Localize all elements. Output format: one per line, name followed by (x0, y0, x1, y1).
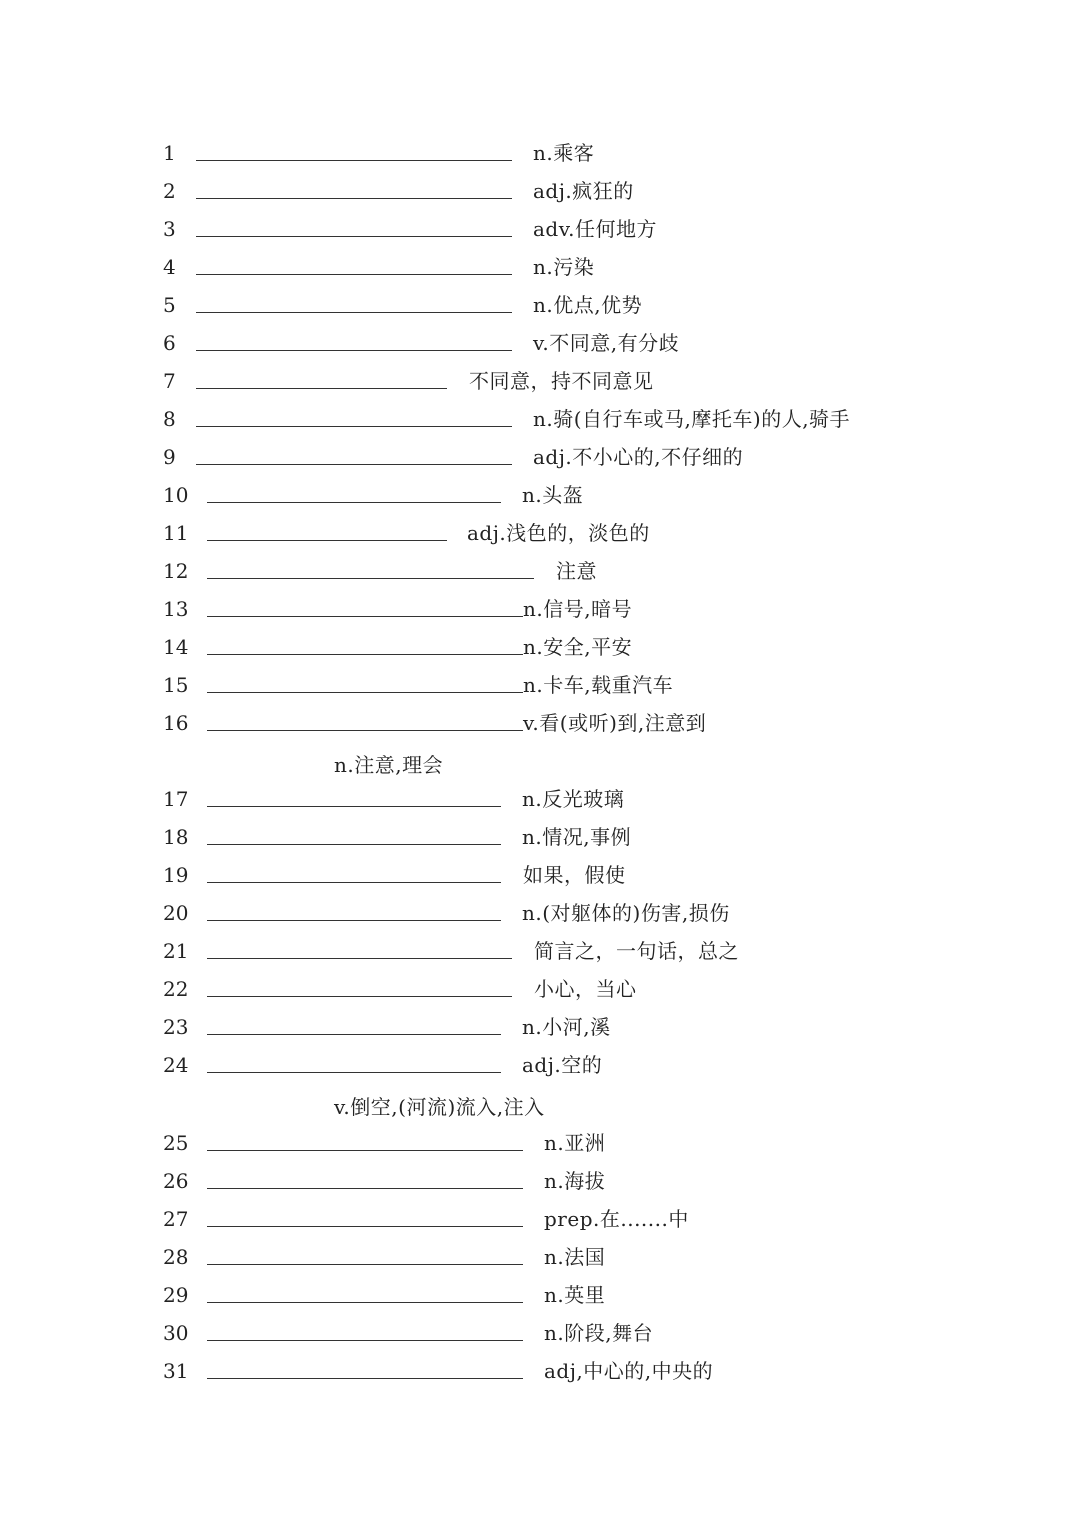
vocab-row-9 (0, 440, 1080, 478)
item-definition: n.安全,平安 (523, 635, 633, 659)
item-number: 21 (163, 939, 189, 963)
answer-blank (196, 388, 447, 389)
answer-blank (196, 274, 512, 275)
item-definition: 如果，假使 (523, 863, 626, 887)
item-number: 29 (163, 1283, 189, 1307)
item-definition: adj.疯狂的 (533, 179, 634, 203)
vocab-row-3 (0, 212, 1080, 250)
item-number: 30 (163, 1321, 189, 1345)
item-number: 8 (163, 407, 176, 431)
vocab-row-14 (0, 630, 1080, 668)
vocab-row-15 (0, 668, 1080, 706)
answer-blank (207, 1072, 501, 1073)
vocab-row-23 (0, 1010, 1080, 1048)
item-definition: prep.在.......中 (544, 1207, 689, 1231)
item-definition: n.卡车,载重汽车 (523, 673, 674, 697)
answer-blank (207, 1150, 523, 1151)
vocab-row-16 (0, 706, 1080, 744)
item-number: 26 (163, 1169, 189, 1193)
vocab-row-11 (0, 516, 1080, 554)
item-definition: n.阶段,舞台 (544, 1321, 654, 1345)
vocab-row-24 (0, 1048, 1080, 1086)
answer-blank (207, 1226, 523, 1227)
item-number: 3 (163, 217, 176, 241)
answer-blank (196, 350, 512, 351)
answer-blank (207, 920, 501, 921)
vocab-row-27 (0, 1202, 1080, 1240)
answer-blank (207, 958, 512, 959)
vocab-row-19 (0, 858, 1080, 896)
answer-blank (207, 578, 534, 579)
item-definition: n.反光玻璃 (522, 787, 625, 811)
item-number: 16 (163, 711, 189, 735)
vocab-row-31 (0, 1354, 1080, 1392)
vocab-row-12 (0, 554, 1080, 592)
item-definition: n.英里 (544, 1283, 606, 1307)
vocab-row-10 (0, 478, 1080, 516)
answer-blank (196, 312, 512, 313)
item-number: 18 (163, 825, 189, 849)
item-number: 25 (163, 1131, 189, 1155)
item-definition: 小心，当心 (534, 977, 637, 1001)
item-number: 28 (163, 1245, 189, 1269)
item-definition: adj,中心的,中央的 (544, 1359, 714, 1383)
vocab-row-21 (0, 934, 1080, 972)
answer-blank (207, 730, 523, 731)
item-number: 19 (163, 863, 189, 887)
vocab-row-4 (0, 250, 1080, 288)
item-definition: n.头盔 (522, 483, 584, 507)
item-number: 27 (163, 1207, 189, 1231)
answer-blank (207, 806, 501, 807)
vocab-row-17 (0, 782, 1080, 820)
vocab-row-20 (0, 896, 1080, 934)
item-definition: n.乘客 (533, 141, 595, 165)
answer-blank (207, 692, 523, 693)
answer-blank (207, 844, 501, 845)
vocab-row-22 (0, 972, 1080, 1010)
item-number: 23 (163, 1015, 189, 1039)
item-number: 11 (163, 521, 189, 545)
item-definition: n.优点,优势 (533, 293, 643, 317)
answer-blank (196, 464, 512, 465)
item-number: 6 (163, 331, 176, 355)
vocab-row-8 (0, 402, 1080, 440)
vocab-row-28 (0, 1240, 1080, 1278)
item-number: 20 (163, 901, 189, 925)
item-definition: n.法国 (544, 1245, 606, 1269)
continuation-definition-16: n.注意,理会 (334, 753, 444, 777)
answer-blank (207, 996, 512, 997)
item-number: 22 (163, 977, 189, 1001)
item-definition: 注意 (556, 559, 597, 583)
item-definition: v.不同意,有分歧 (533, 331, 680, 355)
item-definition: v.看(或听)到,注意到 (523, 711, 707, 735)
item-number: 13 (163, 597, 189, 621)
item-definition: n.(对躯体的)伤害,损伤 (522, 901, 730, 925)
vocab-row-29 (0, 1278, 1080, 1316)
answer-blank (196, 426, 512, 427)
answer-blank (196, 236, 512, 237)
answer-blank (207, 502, 501, 503)
item-number: 15 (163, 673, 189, 697)
item-definition: n.骑(自行车或马,摩托车)的人,骑手 (533, 407, 851, 431)
item-definition: n.情况,事例 (522, 825, 632, 849)
answer-blank (196, 160, 512, 161)
item-definition: adj.浅色的，淡色的 (467, 521, 650, 545)
answer-blank (207, 1378, 523, 1379)
item-number: 5 (163, 293, 176, 317)
vocab-row-2 (0, 174, 1080, 212)
continuation-definition-24: v.倒空,(河流)流入,注入 (334, 1095, 545, 1119)
vocab-row-26 (0, 1164, 1080, 1202)
answer-blank (207, 1264, 523, 1265)
item-definition: n.亚洲 (544, 1131, 606, 1155)
item-number: 31 (163, 1359, 189, 1383)
answer-blank (207, 882, 501, 883)
item-number: 17 (163, 787, 189, 811)
item-number: 4 (163, 255, 176, 279)
answer-blank (196, 198, 512, 199)
item-number: 7 (163, 369, 176, 393)
item-definition: adj.不小心的,不仔细的 (533, 445, 744, 469)
item-definition: adj.空的 (522, 1053, 603, 1077)
vocab-row-18 (0, 820, 1080, 858)
vocab-row-6 (0, 326, 1080, 364)
item-definition: 简言之，一句话，总之 (534, 939, 739, 963)
item-number: 10 (163, 483, 189, 507)
item-number: 2 (163, 179, 176, 203)
item-definition: n.小河,溪 (522, 1015, 611, 1039)
vocab-row-1 (0, 136, 1080, 174)
item-definition: adv.任何地方 (533, 217, 658, 241)
item-number: 24 (163, 1053, 189, 1077)
item-number: 1 (163, 141, 176, 165)
item-definition: n.污染 (533, 255, 595, 279)
answer-blank (207, 1340, 523, 1341)
vocab-row-25 (0, 1126, 1080, 1164)
vocab-row-13 (0, 592, 1080, 630)
vocab-row-7 (0, 364, 1080, 402)
answer-blank (207, 654, 523, 655)
item-definition: 不同意，持不同意见 (469, 369, 654, 393)
answer-blank (207, 616, 523, 617)
item-number: 12 (163, 559, 189, 583)
vocab-row-30 (0, 1316, 1080, 1354)
answer-blank (207, 1034, 501, 1035)
answer-blank (207, 540, 447, 541)
answer-blank (207, 1302, 523, 1303)
item-definition: n.海拔 (544, 1169, 606, 1193)
vocab-row-5 (0, 288, 1080, 326)
item-number: 9 (163, 445, 176, 469)
item-number: 14 (163, 635, 189, 659)
item-definition: n.信号,暗号 (523, 597, 633, 621)
answer-blank (207, 1188, 523, 1189)
